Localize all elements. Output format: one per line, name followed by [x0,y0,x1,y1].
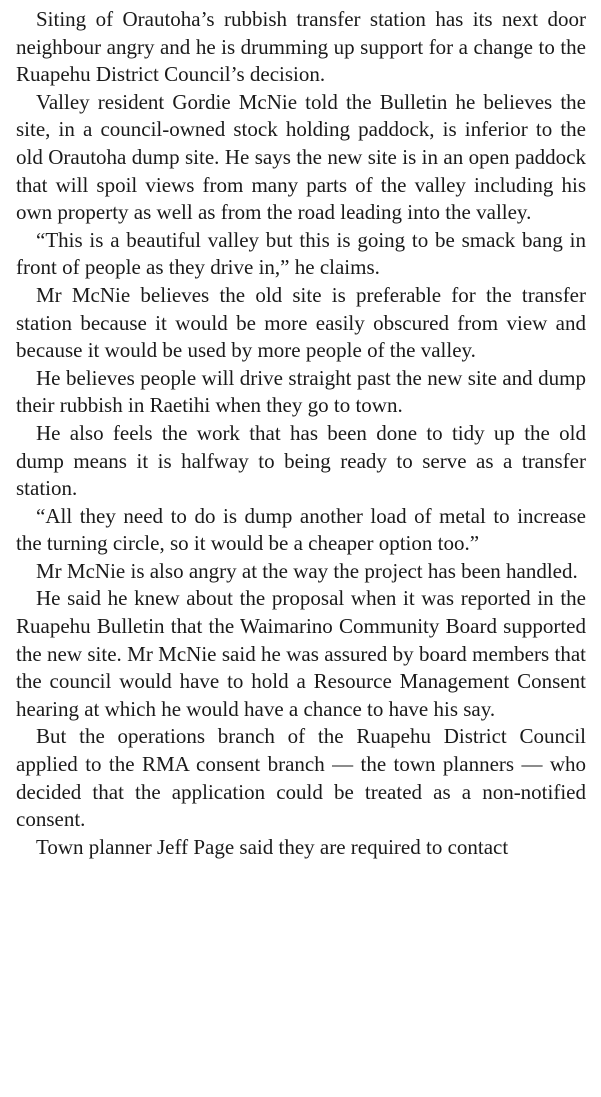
article-paragraph: But the operations branch of the Ruapehu District Council applied to the RMA consent branch — the town planners — who decided that the application could be treated as a non-notified consent. [16,724,586,832]
article-paragraph: Mr McNie is also angry at the way the project has been handled. [36,558,578,583]
article-paragraph: He said he knew about the proposal when it was reported in the Ruapehu Bulletin that the Waimarino Community Board supported the new site. Mr McNie said he was assured by board members that the council would have to hold a Resource Management Consent hearing at which he would have a chance to have his say. [16,586,586,721]
article-paragraph: He also feels the work that has been done to tidy up the old dump means it is halfway to being ready to serve as a transfer station. [16,420,586,501]
article-column [16,6,586,861]
article-paragraph: Valley resident Gordie McNie told the Bulletin he believes the site, in a council-owned stock holding paddock, is inferior to the old Orautoha dump site. He says the new site is in an open paddock that will spoil views from many parts of the valley including his own property as well as from the road leading into the valley. [16,89,586,225]
article-paragraph: Mr McNie believes the old site is preferable for the transfer station because it would be more easily obscured from view and because it would be used by more people of the valley. [16,282,586,363]
article-paragraph: Town planner Jeff Page said they are required to contact [36,834,509,859]
article-paragraph: Siting of Orautoha’s rubbish transfer station has its next door neighbour angry and he is drumming up support for a change to the Ruapehu District Council’s decision. [16,7,586,87]
article-paragraph: “All they need to do is dump another load of metal to increase the turning circle, so it would be a cheaper option too.” [16,503,586,556]
article-paragraph: “This is a beautiful valley but this is going to be smack bang in front of people as they drive in,” he claims. [16,227,586,280]
article-paragraph: He believes people will drive straight past the new site and dump their rubbish in Raetihi when they go to town. [16,365,586,418]
